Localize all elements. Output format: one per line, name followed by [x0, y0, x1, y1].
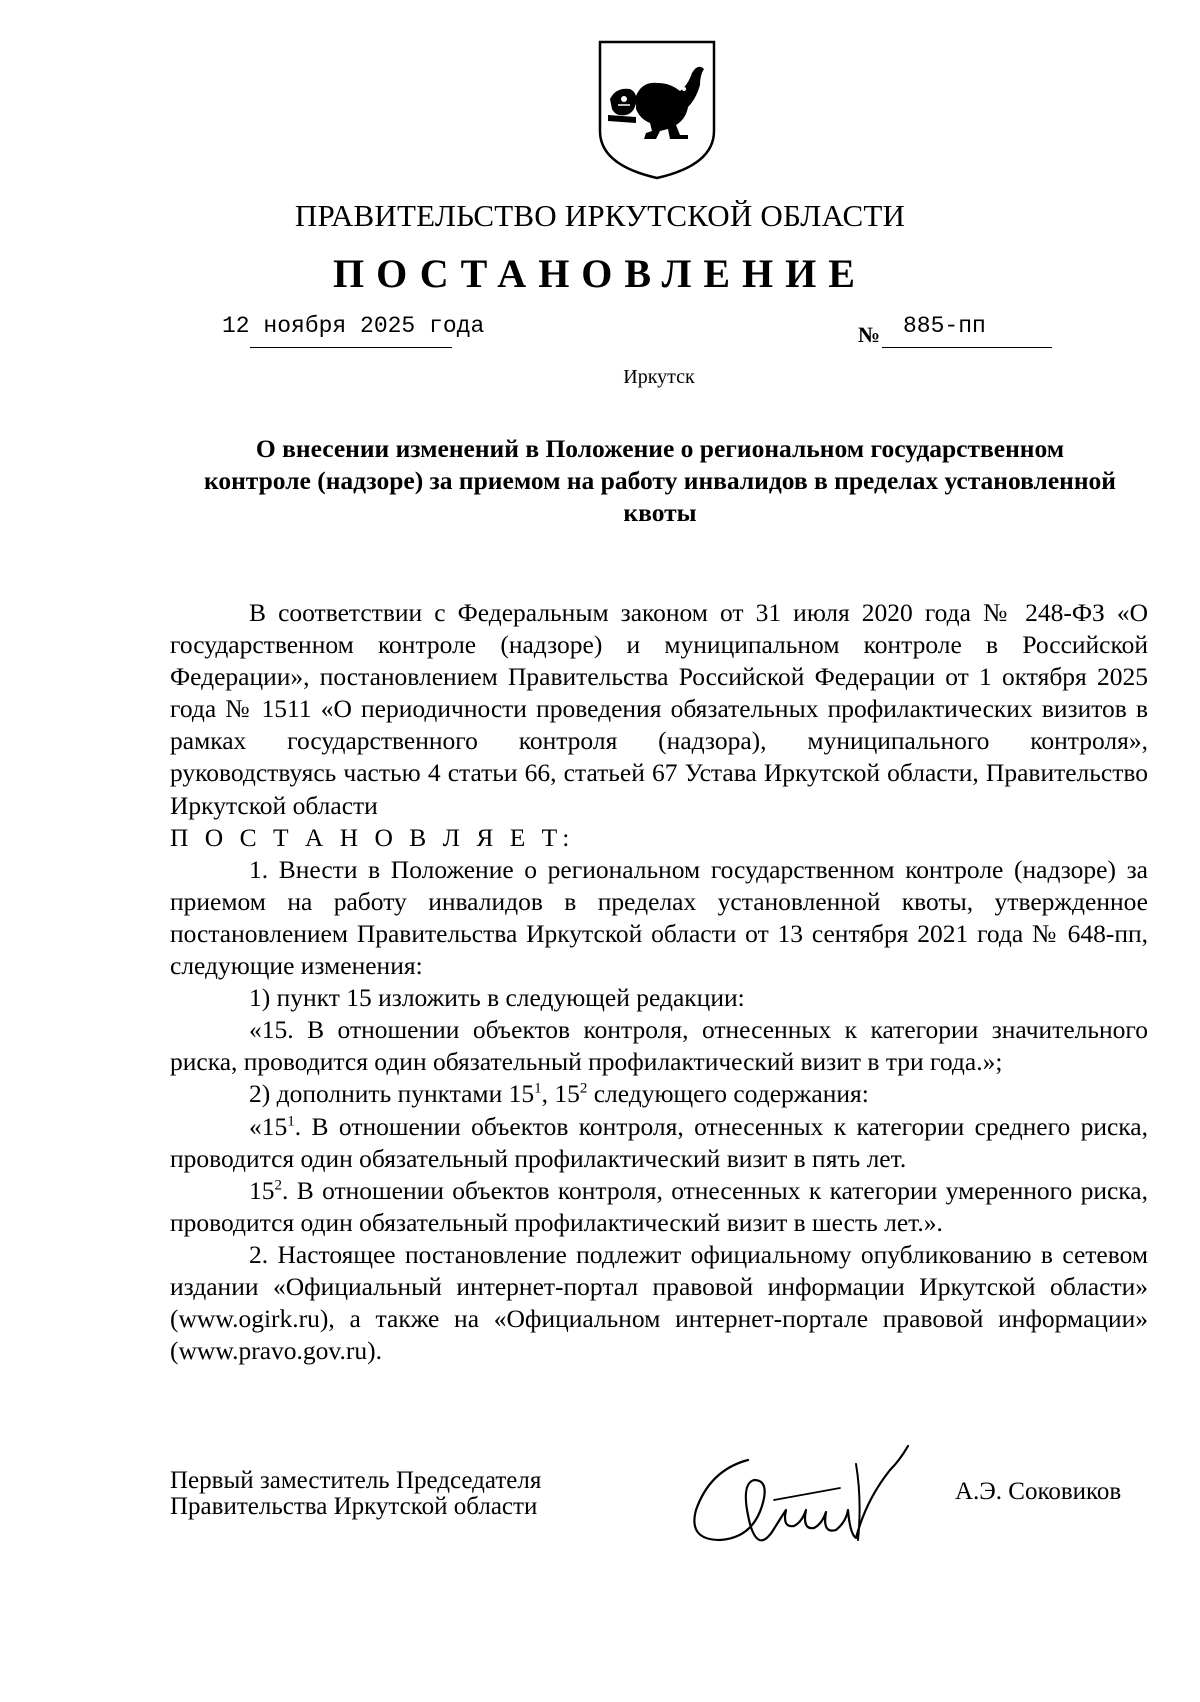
document-number: 885-пп	[903, 313, 986, 339]
document-date: 12 ноября 2025 года	[222, 313, 485, 339]
point-15-2-before: 15	[249, 1175, 275, 1205]
item-1-2-mid: , 15	[541, 1079, 580, 1109]
document-city: Иркутск	[623, 366, 695, 388]
point-15-1-before: «15	[249, 1111, 288, 1141]
point-15-2-paragraph	[170, 1175, 1148, 1239]
date-underline	[250, 347, 452, 348]
signatory-position-line-2: Правительства Иркутской области	[170, 1493, 538, 1520]
government-title: ПРАВИТЕЛЬСТВО ИРКУТСКОЙ ОБЛАСТИ	[294, 198, 906, 233]
item-1-1-text-paragraph: «15. В отношении объектов контроля, отнесенных к категории значительного риска, проводится один обязательный профилактический визит в три года.»;	[170, 1015, 1148, 1077]
superscript: 1	[287, 1113, 295, 1129]
number-sign: №	[858, 322, 881, 347]
document-subject: О внесении изменений в Положение о региональном государственном контроле (надзоре) за приемом на работу инвалидов в пределах установленной квоты	[203, 434, 1117, 527]
document-body	[170, 597, 1148, 1367]
item-1-1-paragraph: 1) пункт 15 изложить в следующей редакции:	[249, 983, 745, 1013]
handwritten-signature	[690, 1440, 920, 1565]
coat-of-arms-icon	[596, 39, 718, 181]
signatory-name: А.Э. Соковиков	[955, 1478, 1122, 1505]
signatory-position	[170, 1468, 541, 1520]
superscript: 1	[534, 1080, 542, 1097]
document-type-heading: ПОСТАНОВЛЕНИЕ	[333, 251, 867, 296]
item-1-paragraph: 1. Внести в Положение о региональном государственном контроле (надзоре) за приемом на работу инвалидов в пределах установленной квоты, утвержденное постановлением Правительства Иркутской области от 13 сентября 2021 года № 648-пп, следующие изменения:	[170, 854, 1148, 981]
point-15-2-text: . В отношении объектов контроля, отнесенных к категории умеренного риска, проводится один обязательный профилактический визит в шесть лет.».	[170, 1175, 1148, 1237]
point-15-1-text: . В отношении объектов контроля, отнесенных к категории среднего риска, проводится один обязательный профилактический визит в пять лет.	[170, 1111, 1148, 1173]
signatory-position-line-1: Первый заместитель Председателя	[170, 1467, 542, 1494]
decree-word: П О С Т А Н О В Л Я Е Т:	[170, 822, 575, 852]
item-1-2-after: следующего содержания:	[587, 1079, 869, 1109]
point-15-1-paragraph	[170, 1111, 1148, 1175]
superscript: 2	[274, 1177, 282, 1194]
superscript: 2	[579, 1080, 588, 1097]
item-1-2-before: 2) дополнить пунктами 15	[249, 1079, 535, 1109]
item-2-paragraph: 2. Настоящее постановление подлежит официальному опубликованию в сетевом издании «Официальный интернет-портал правовой информации Иркутской области» (www.ogirk.ru), а также на «Официальном интернет-портале правовой информации» (www.pravo.gov.ru).	[170, 1239, 1148, 1366]
preamble-paragraph: В соответствии с Федеральным законом от 31 июля 2020 года № 248-ФЗ «О государственном контроле (надзоре) и муниципальном контроле в Российской Федерации», постановлением Правительства Российской Федерации от 1 октября 2025 года № 1511 «О периодичности проведения обязательных профилактических визитов в рамках государственного контроля (надзора), муниципального контроля», руководствуясь частью 4 статьи 66, статьей 67 Устава Иркутской области, Правительство Иркутской области	[170, 598, 1148, 820]
number-underline	[882, 347, 1052, 348]
item-1-2-paragraph	[170, 1078, 1148, 1110]
